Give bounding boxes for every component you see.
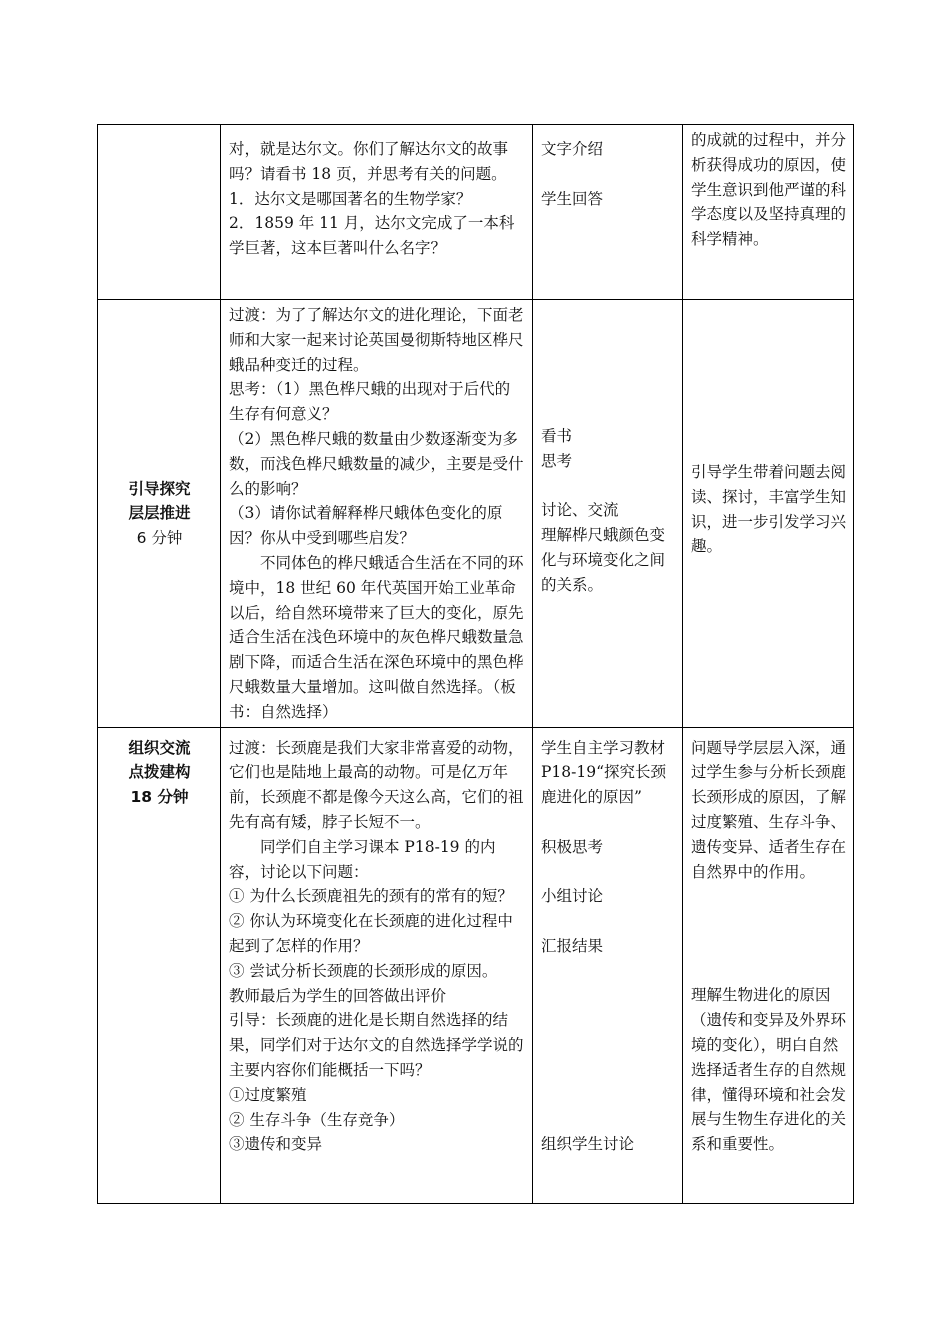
teacher-activity-cell: [221, 125, 533, 300]
teacher-text: 过渡：为了了解达尔文的进化理论，下面老师和大家一起来讨论英国曼彻斯特地区桦尺蛾品种变迁的过程。: [229, 306, 524, 374]
stage-title: 组织交流: [128, 738, 191, 757]
intent-text: 引导学生带着问题去阅读、探讨，丰富学生知识，进一步引发学习兴趣。: [691, 463, 847, 556]
student-text: 组织学生讨论: [541, 1134, 635, 1153]
teacher-text: （3）请你试着解释桦尺蛾体色变化的原因？你从中受到哪些启发？: [229, 504, 503, 548]
teacher-text: 过渡：长颈鹿是我们大家非常喜爱的动物，它们也是陆地上最高的动物。可是亿万年前，长颈鹿不都是像今天这么高，它们的祖先有高有矮，脖子长短不一。: [229, 738, 524, 831]
teacher-text: 引导：长颈鹿的进化是长期自然选择的结果，同学们对于达尔文的自然选择学学说的主要内容你们能概括一下吗？: [229, 1011, 524, 1079]
stage-cell: [98, 727, 221, 1203]
teacher-text: （2）黑色桦尺蛾的数量由少数逐渐变为多数，而浅色桦尺蛾数量的减少，主要是受什么的影响？: [229, 429, 524, 498]
teacher-text: ③遗传和变异: [229, 1135, 323, 1154]
student-text: 理解桦尺蛾颜色变化与环境变化之间的关系。: [541, 526, 666, 594]
teacher-text: 不同体色的桦尺蛾适合生活在不同的环境中，18 世纪 60 年代英国开始工业革命以后，给自然环境带来了巨大的变化，原先适合生活在浅色环境中的灰色桦尺蛾数量急剧下降，而适合生活在深色环境中的黑色桦尺蛾数量大量增加。这叫做自然选择。（板书：自然选择）: [229, 553, 524, 721]
table-row: [98, 125, 854, 300]
student-text: 积极思考: [541, 837, 604, 856]
teacher-text: ② 生存斗争（生存竞争）: [229, 1110, 405, 1129]
table-row: [98, 300, 854, 728]
student-text: 思考: [541, 451, 573, 470]
student-text: 学生回答: [541, 189, 604, 208]
teacher-activity-cell: [221, 300, 533, 728]
teacher-activity-cell: [221, 727, 533, 1203]
student-activity-cell: [533, 300, 683, 728]
stage-title: 引导探究: [128, 479, 191, 498]
teacher-text: ③ 尝试分析长颈鹿的长颈形成的原因。: [229, 961, 498, 980]
stage-title: 点拨建构: [128, 763, 191, 782]
table-row: [98, 727, 854, 1203]
student-text: 小组讨论: [541, 887, 604, 906]
student-activity-cell: [533, 125, 683, 300]
intent-text: 理解生物进化的原因（遗传和变异及外界环境的变化），明白自然选择适者生存的自然规律，懂得环境和社会发展与生物生存进化的关系和重要性。: [691, 986, 847, 1154]
student-text: 看书: [541, 427, 573, 445]
stage-title: 层层推进: [128, 504, 191, 523]
student-text: 文字介绍: [541, 140, 604, 158]
teacher-text: 对，就是达尔文。你们了解达尔文的故事吗？请看书 18 页，并思考有关的问题。: [229, 140, 509, 183]
design-intent-cell: [683, 300, 854, 728]
teacher-text: ② 你认为环境变化在长颈鹿的进化过程中起到了怎样的作用？: [229, 912, 513, 955]
student-text: 汇报结果: [541, 936, 604, 955]
teacher-text: 1．达尔文是哪国著名的生物学家？: [229, 189, 472, 208]
design-intent-cell: [683, 727, 854, 1203]
student-text: 讨论、交流: [541, 501, 619, 520]
teacher-text: 教师最后为学生的回答做出评价: [229, 986, 447, 1005]
stage-duration: 6 分钟: [136, 529, 183, 548]
teacher-text: 2．1859 年 11 月，达尔文完成了一本科学巨著，这本巨著叫什么名字？: [229, 214, 515, 258]
stage-cell: [98, 125, 221, 300]
student-text: 学生自主学习教材 P18-19“探究长颈鹿进化的原因”: [541, 738, 667, 807]
intent-text: 问题导学层层入深，通过学生参与分析长颈鹿长颈形成的原因，了解过度繁殖、生存斗争、遗传变异、适者生存在自然界中的作用。: [691, 738, 847, 881]
teacher-text: 同学们自主学习课本 P18-19 的内容，讨论以下问题：: [229, 837, 496, 881]
teacher-text: ①过度繁殖: [229, 1085, 307, 1104]
intent-text: 的成就的过程中，并分析获得成功的原因，使学生意识到他严谨的科学态度以及坚持真理的科学精神。: [691, 131, 847, 249]
lesson-plan-table: [97, 124, 854, 1204]
student-activity-cell: [533, 727, 683, 1203]
teacher-text: ① 为什么长颈鹿祖先的颈有的常有的短？: [229, 887, 513, 906]
stage-duration: 18 分钟: [130, 788, 189, 807]
stage-cell: [98, 300, 221, 728]
teacher-text: 思考：（1）黑色桦尺蛾的出现对于后代的生存有何意义？: [229, 380, 511, 424]
design-intent-cell: [683, 125, 854, 300]
